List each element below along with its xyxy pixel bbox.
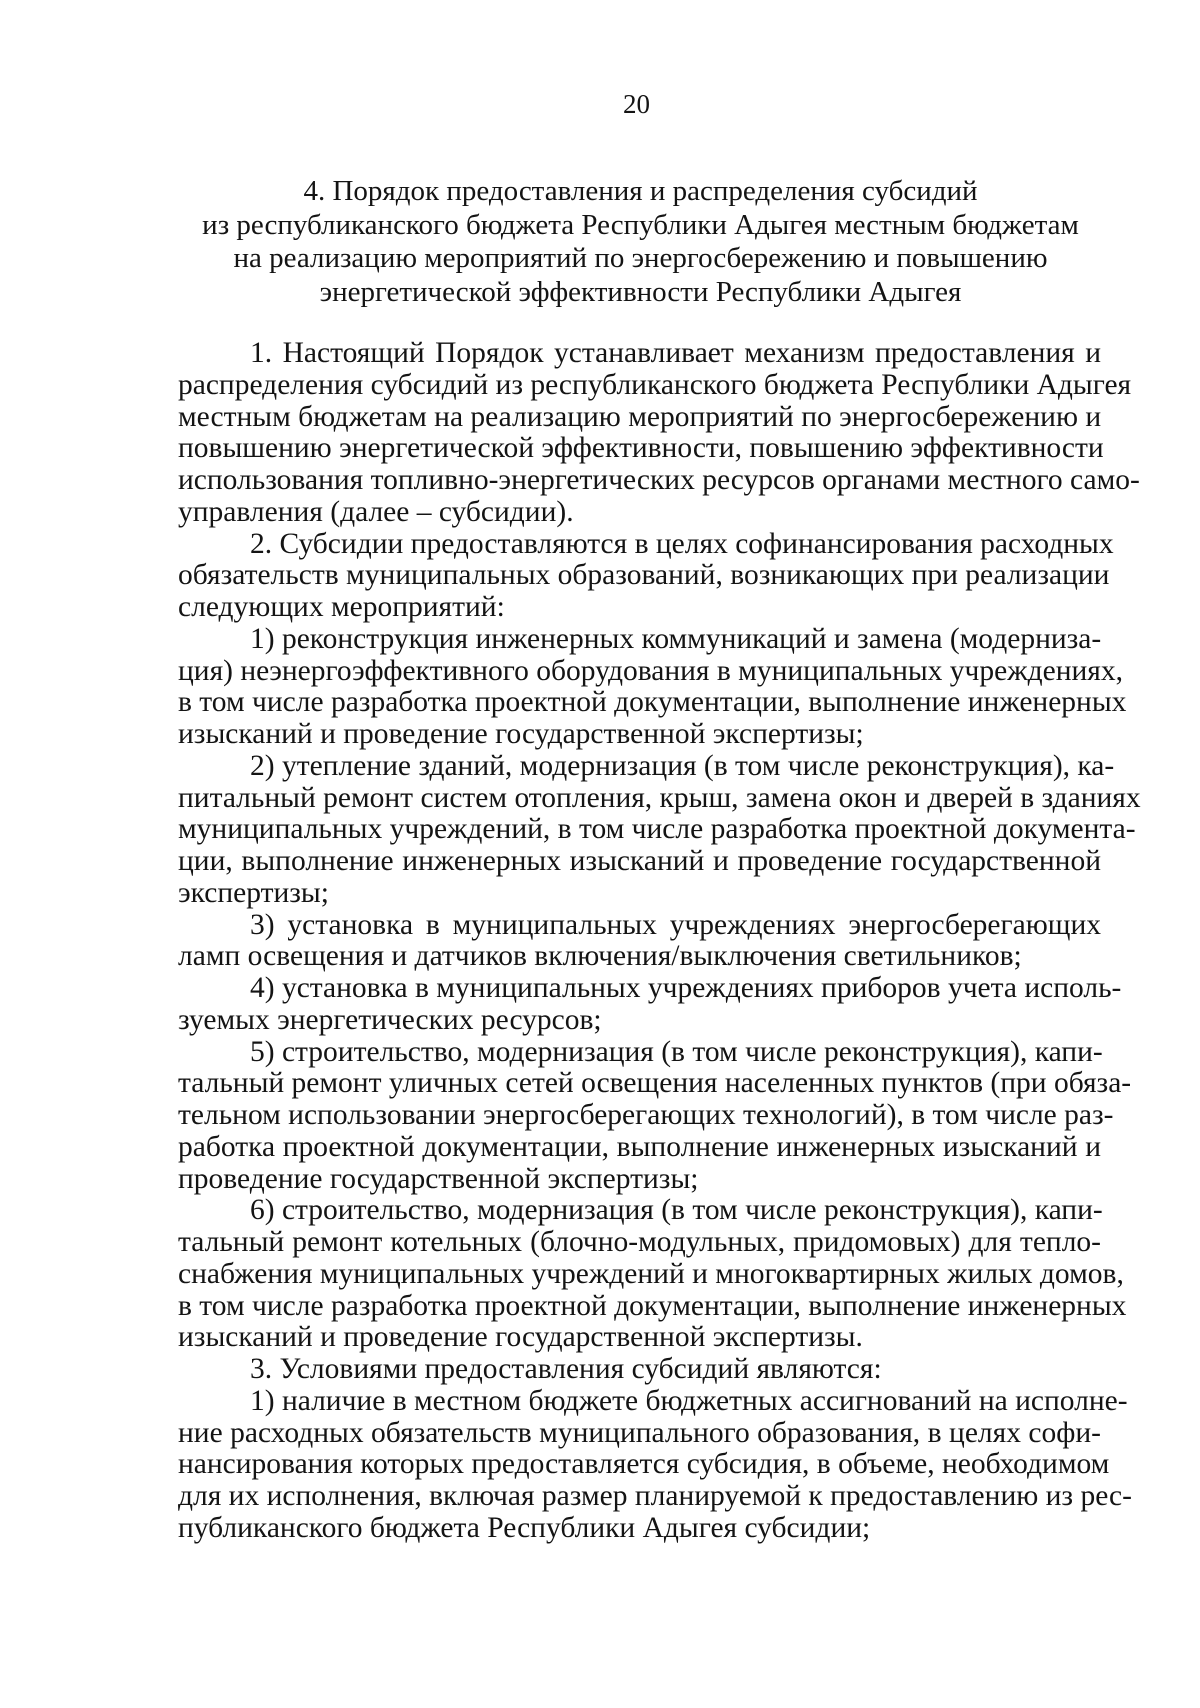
paragraph-line: тальный ремонт уличных сетей освещения населенных пунктов (при обяза-	[178, 1067, 1132, 1100]
paragraph-line: проведение государственной экспертизы;	[178, 1162, 699, 1195]
paragraph-line: ция) неэнергоэффективного оборудования в муниципальных учреждениях,	[178, 654, 1123, 687]
paragraph-line: ламп освещения и датчиков включения/выключения светильников;	[178, 940, 1022, 973]
paragraph-line: 3. Условиями предоставления субсидий являются:	[250, 1353, 882, 1385]
paragraph-line: в том числе разработка проектной документации, выполнение инженерных	[178, 1289, 1127, 1322]
section-heading	[178, 175, 1103, 309]
paragraph-line: 3) установка в муниципальных учреждениях энергосберегающих	[250, 908, 1101, 941]
paragraph	[178, 749, 1141, 910]
paragraph-line: для их исполнения, включая размер планируемой к предоставлению из рес-	[178, 1480, 1132, 1512]
paragraph-line: 5) строительство, модернизация (в том числе реконструкция), капи-	[250, 1035, 1103, 1068]
paragraph-line: повышению энергетической эффективности, повышению эффективности	[178, 432, 1104, 465]
paragraph	[178, 1354, 1101, 1386]
page-number: 20	[623, 89, 650, 119]
paragraph-line: распределения субсидий из республиканского бюджета Республики Адыгея	[178, 368, 1132, 401]
paragraph	[178, 1194, 1127, 1354]
paragraph-line: изысканий и проведение государственной экспертизы.	[178, 1321, 863, 1354]
paragraph	[178, 337, 1140, 529]
paragraph-line: 6) строительство, модернизация (в том числе реконструкция), капи-	[250, 1194, 1103, 1227]
paragraph-line: изысканий и проведение государственной экспертизы;	[178, 718, 864, 750]
heading-line: на реализацию мероприятий по энергосбережению и повышению	[233, 242, 1048, 274]
paragraph	[178, 1035, 1132, 1196]
paragraph	[178, 972, 1122, 1037]
paragraph-line: публиканского бюджета Республики Адыгея субсидии;	[178, 1511, 871, 1544]
paragraph	[178, 527, 1114, 624]
paragraph-line: зуемых энергетических ресурсов;	[178, 1003, 602, 1036]
paragraph	[178, 622, 1127, 751]
paragraph-line: ции, выполнение инженерных изысканий и проведение государственной	[178, 845, 1101, 877]
paragraph-line: 1) реконструкция инженерных коммуникаций и замена (модерниза-	[250, 622, 1102, 655]
heading-line: 4. Порядок предоставления и распределения субсидий	[303, 175, 978, 207]
paragraph-line: муниципальных учреждений, в том числе разработка проектной документа-	[178, 813, 1136, 846]
paragraph-line: 1) наличие в местном бюджете бюджетных ассигнований на исполне-	[250, 1384, 1128, 1417]
document-body	[178, 337, 1141, 1545]
paragraph-line: следующих мероприятий:	[178, 591, 505, 623]
paragraph-line: обязательств муниципальных образований, возникающих при реализации	[178, 559, 1110, 592]
paragraph-line: управления (далее – субсидии).	[178, 495, 574, 528]
paragraph-line: снабжения муниципальных учреждений и многоквартирных жилых домов,	[178, 1257, 1124, 1290]
paragraph-line: тельном использовании энергосберегающих технологий), в том числе раз-	[178, 1099, 1114, 1131]
paragraph-line: 2) утепление зданий, модернизация (в том числе реконструкция), ка-	[250, 749, 1115, 782]
paragraph	[178, 910, 1101, 974]
heading-line: энергетической эффективности Республики Адыгея	[319, 275, 962, 308]
paragraph-line: ние расходных обязательств муниципального образования, в целях софи-	[178, 1416, 1101, 1449]
paragraph-line: 1. Настоящий Порядок устанавливает механизм предоставления и	[250, 337, 1101, 369]
heading-line: из республиканского бюджета Республики Адыгея местным бюджетам	[202, 208, 1079, 241]
paragraph-line: экспертизы;	[178, 876, 329, 909]
paragraph-line: использования топливно-энергетических ресурсов органами местного само-	[178, 464, 1140, 496]
paragraph-line: в том числе разработка проектной документации, выполнение инженерных	[178, 686, 1127, 719]
paragraph-line: 2. Субсидии предоставляются в целях софинансирования расходных	[250, 527, 1114, 560]
paragraph-line: местным бюджетам на реализацию мероприятий по энергосбережению и	[178, 400, 1102, 433]
paragraph	[178, 1384, 1132, 1545]
paragraph-line: питальный ремонт систем отопления, крыш, замена окон и дверей в зданиях	[178, 781, 1141, 814]
paragraph-line: работка проектной документации, выполнение инженерных изысканий и	[178, 1130, 1101, 1163]
paragraph-line: тальный ремонт котельных (блочно-модульных, придомовых) для тепло-	[178, 1226, 1101, 1258]
paragraph-line: 4) установка в муниципальных учреждениях приборов учета исполь-	[250, 972, 1122, 1004]
paragraph-line: нансирования которых предоставляется субсидия, в объеме, необходимом	[178, 1448, 1110, 1481]
